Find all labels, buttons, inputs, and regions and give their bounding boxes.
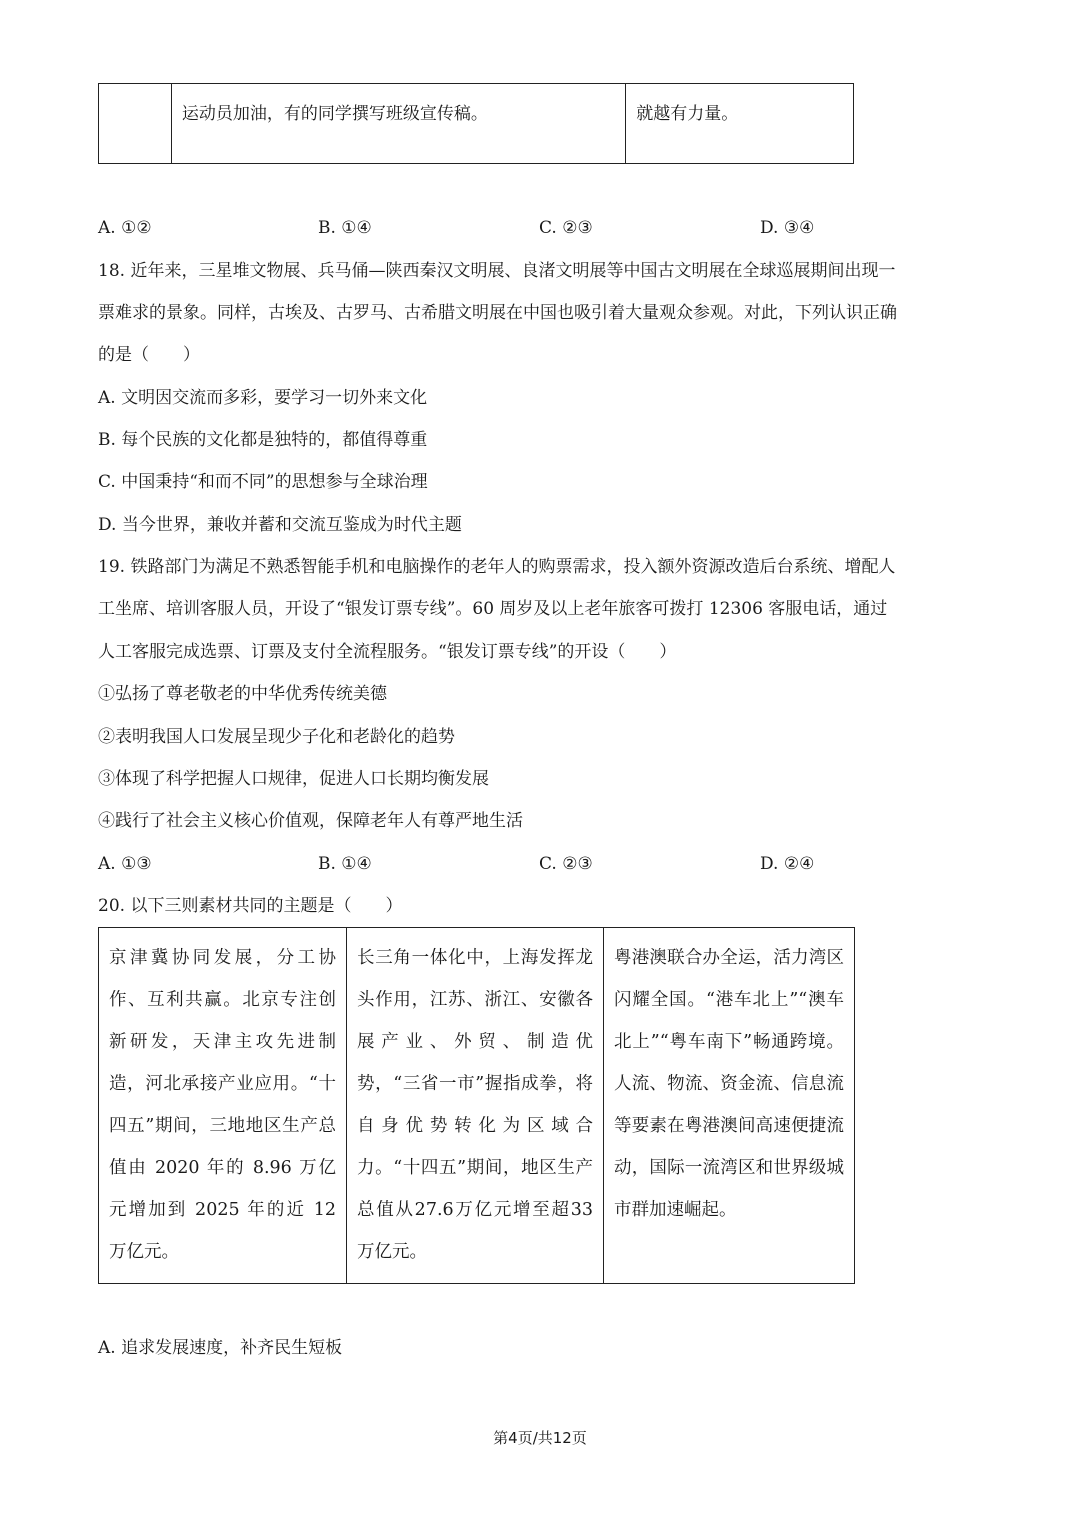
q17-options xyxy=(98,216,858,240)
option-d[interactable]: D. ③④ xyxy=(760,218,815,238)
continued-table xyxy=(98,83,854,164)
table-row xyxy=(99,84,854,164)
option-a[interactable]: A. ①② xyxy=(98,218,152,238)
q19-stem-line: 工坐席、培训客服人员，开设了“银发订票专线”。60 周岁及以上老年旅客可拨打 12306 客服电话，通过 xyxy=(98,599,888,619)
table-cell xyxy=(99,84,172,164)
q19-stem-line: 19. 铁路部门为满足不熟悉智能手机和电脑操作的老年人的购票需求，投入额外资源改造后台系统、增配人 xyxy=(98,557,896,577)
material-jingjinji: 京津冀协同发展，分工协作、互利共赢。北京专注创新研发，天津主攻先进制造，河北承接产业应用。“十四五”期间，三地地区生产总值由 2020 年的 8.96 万亿元增加到 2025 年的近 12 万亿元。 xyxy=(99,928,347,1284)
option-a[interactable]: A. ①③ xyxy=(98,854,152,874)
q18-option-c[interactable]: C. 中国秉持“和而不同”的思想参与全球治理 xyxy=(98,472,428,492)
material-yangtze-delta: 长三角一体化中，上海发挥龙头作用，江苏、浙江、安徽各展产业、外贸、制造优势，“三省一市”握指成拳，将自身优势转化为区域合力。“十四五”期间，地区生产总值从27.6万亿元增至超33万亿元。 xyxy=(347,928,604,1284)
q19-statement: ①弘扬了尊老敬老的中华优秀传统美德 xyxy=(98,684,387,704)
q18-stem-line: 票难求的景象。同样，古埃及、古罗马、古希腊文明展在中国也吸引着大量观众参观。对此，下列认识正确 xyxy=(98,303,897,323)
option-d[interactable]: D. ②④ xyxy=(760,854,815,874)
q19-options xyxy=(98,852,858,876)
q19-statement: ②表明我国人口发展呈现少子化和老龄化的趋势 xyxy=(98,727,455,747)
q20-stem: 20. 以下三则素材共同的主题是（ ） xyxy=(98,896,403,916)
table-cell: 运动员加油，有的同学撰写班级宣传稿。 xyxy=(171,84,625,164)
materials-table xyxy=(98,927,855,1284)
q18-stem-line: 18. 近年来，三星堆文物展、兵马俑—陕西秦汉文明展、良渚文明展等中国古文明展在全球巡展期间出现一 xyxy=(98,261,896,281)
option-b[interactable]: B. ①④ xyxy=(318,218,372,238)
table-row xyxy=(99,928,855,1284)
q19-stem-line: 人工客服完成选票、订票及支付全流程服务。“银发订票专线”的开设（ ） xyxy=(98,642,677,662)
option-c[interactable]: C. ②③ xyxy=(539,218,593,238)
q18-option-a[interactable]: A. 文明因交流而多彩，要学习一切外来文化 xyxy=(98,388,428,408)
page-number: 第4页/共12页 xyxy=(493,1429,587,1447)
option-c[interactable]: C. ②③ xyxy=(539,854,593,874)
q19-statement: ④践行了社会主义核心价值观，保障老年人有尊严地生活 xyxy=(98,811,523,831)
q18-option-b[interactable]: B. 每个民族的文化都是独特的，都值得尊重 xyxy=(98,430,428,450)
material-greater-bay-area: 粤港澳联合办全运，活力湾区闪耀全国。“港车北上”“澳车北上”“粤车南下”畅通跨境。人流、物流、资金流、信息流等要素在粤港澳间高速便捷流动，国际一流湾区和世界级城市群加速崛起。 xyxy=(604,928,855,1284)
option-b[interactable]: B. ①④ xyxy=(318,854,372,874)
q20-option-a[interactable]: A. 追求发展速度，补齐民生短板 xyxy=(98,1338,343,1358)
q18-stem-line: 的是（ ） xyxy=(98,345,200,365)
q19-statement: ③体现了科学把握人口规律，促进人口长期均衡发展 xyxy=(98,769,489,789)
q18-option-d[interactable]: D. 当今世界，兼收并蓄和交流互鉴成为时代主题 xyxy=(98,515,462,535)
table-cell: 就越有力量。 xyxy=(626,84,854,164)
